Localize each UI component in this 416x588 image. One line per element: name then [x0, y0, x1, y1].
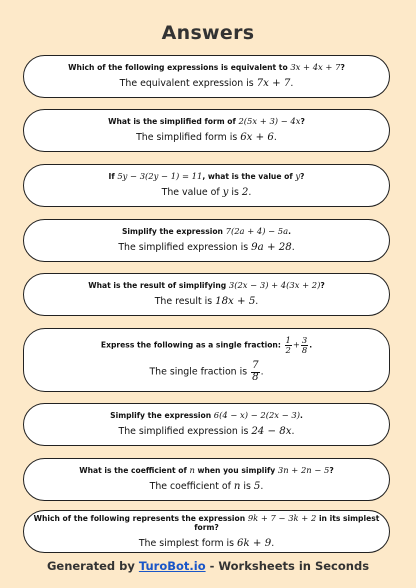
answer-text: The simplest form is 6k + 9. [138, 537, 275, 549]
answer-card-2 [23, 109, 390, 152]
answer-card-3 [23, 164, 390, 207]
question-text: If 5y − 3(2y − 1) = 11, what is the value of y? [108, 171, 305, 182]
question-text: What is the coefficient of n when you simplify 3n + 2n − 5? [79, 465, 334, 476]
question-text: Express the following as a single fraction: $\frac{1}{2}$ + $\frac{3}{8}$ . [100, 335, 313, 356]
fraction: $\frac{1}{2}$ [285, 335, 291, 356]
fraction: $\frac{7}{8}$ [252, 360, 259, 383]
answer-text: The equivalent expression is 7x + 7. [119, 78, 294, 90]
answer-text: The coefficient of n is 5. [149, 481, 264, 493]
answer-text: The single fraction is $\frac{7}{8}$ . [149, 360, 264, 383]
answer-card-8 [23, 458, 390, 501]
answer-text: The result is 18x + 5. [154, 296, 259, 308]
answer-text: The value of y is 2. [161, 187, 252, 199]
footer: Generated by TuroBot.io - Worksheets in Seconds [46, 559, 370, 573]
question-text: Which of the following represents the expression 9k + 7 − 3k + 2 in its simplest form? [33, 512, 380, 532]
answer-text: The simplified form is 6x + 6. [136, 132, 277, 144]
answer-card-5 [23, 273, 390, 316]
answer-card-4 [23, 219, 390, 262]
answer-text: The simplified expression is 9a + 28. [118, 242, 295, 254]
question-text: Simplify the expression 6(4 − x) − 2(2x − 3). [110, 410, 303, 421]
answer-card-9 [23, 510, 390, 553]
page-title: Answers [161, 22, 255, 44]
turobot-link[interactable]: TuroBot.io [138, 559, 206, 573]
fraction: $\frac{3}{8}$ [301, 335, 308, 356]
answer-text: The simplified expression is 24 − 8x. [118, 426, 295, 438]
question-text: Which of the following expressions is equivalent to 3x + 4x + 7? [68, 62, 345, 73]
question-text: What is the result of simplifying 3(2x − 3) + 4(3x + 2)? [88, 280, 325, 291]
answer-card-1 [23, 55, 390, 98]
question-text: What is the simplified form of 2(5x + 3) − 4x? [108, 116, 305, 127]
question-text: Simplify the expression 7(2a + 4) − 5a. [121, 226, 292, 237]
answer-card-6 [23, 328, 390, 392]
answer-card-7 [23, 403, 390, 446]
